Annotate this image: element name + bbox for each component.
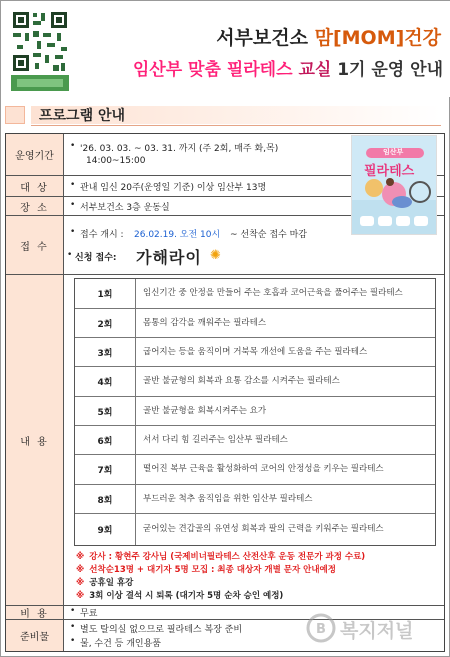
session-row: [75, 279, 435, 309]
fee-text: 무료: [80, 609, 98, 619]
session-table: [74, 278, 436, 546]
section-title: 프로그램 안내: [39, 108, 126, 124]
section-underline: [31, 125, 441, 126]
note-item: ※ 3회 이상 결석 시 퇴록 (대기자 5명 순차 승인 예정): [76, 591, 284, 601]
apply-channel-label: 신청 접수:: [75, 253, 117, 263]
apply-date: 26.02.19. 오전 10시: [134, 230, 221, 240]
org-name: 서부보건소: [216, 27, 308, 49]
poster-title-small: 임산부: [383, 148, 404, 156]
asterisk-icon: ※: [76, 552, 85, 562]
label-target: 대 상: [6, 176, 64, 196]
section-square-icon: [5, 106, 25, 124]
label-place: 장 소: [6, 197, 64, 215]
session-number: 4회: [75, 367, 136, 396]
note-item: ※ 공휴일 휴강: [76, 578, 134, 588]
value-content: [64, 275, 444, 605]
apply-prefix: 접수 개시 :: [80, 230, 124, 240]
period-time: 14:00~15:00: [86, 156, 146, 166]
note-item: ※ 강사 : 황현주 강사님 (국제비너필라테스 산전산후 운동 전문가 과정 수료): [76, 552, 366, 562]
watermark-text: 복지저널: [340, 620, 414, 642]
session-row: [75, 338, 435, 367]
session-description: 굳어있는 견갑골의 유연성 회복과 팔의 근력을 키워주는 필라테스: [143, 524, 384, 534]
asterisk-icon: ※: [76, 591, 85, 601]
svg-text:B: B: [316, 622, 326, 637]
label-apply: 접 수: [6, 216, 64, 274]
notes-list: [76, 551, 436, 603]
label-fee: 비 용: [6, 606, 64, 619]
label-period: 운영기간: [6, 134, 64, 175]
bullet-icon: •: [70, 141, 76, 151]
asterisk-icon: ※: [76, 578, 85, 588]
bullet-icon: •: [70, 622, 76, 632]
session-number: 1회: [75, 279, 136, 308]
apply-suffix: ~ 선착순 접수 마감: [230, 230, 307, 240]
subtitle-part1: 임산부 맞춤 필라테스: [132, 60, 293, 80]
session-row: [75, 367, 435, 397]
brand-name: 맘[MOM]건강: [314, 27, 441, 49]
row-content: [6, 275, 444, 606]
session-description: 서서 다리 힘 길러주는 임산부 필라테스: [143, 434, 288, 445]
session-number: 7회: [75, 455, 136, 484]
section-header: [5, 104, 445, 126]
target-text: 관내 임신 20주(운영일 기준) 이상 임산부 13명: [80, 183, 267, 193]
bullet-icon: •: [70, 636, 76, 646]
sun-logo-icon: ✺: [210, 248, 221, 263]
prep-line2: 물, 수건 등 개인용품: [80, 639, 161, 649]
apply-channel-logo[interactable]: 가해라이: [136, 248, 202, 267]
info-table: [5, 133, 445, 652]
session-number: 3회: [75, 338, 136, 366]
header: [1, 1, 450, 97]
session-description: 몸통의 감각을 깨워주는 필라테스: [143, 317, 267, 328]
bullet-icon: •: [70, 200, 76, 210]
session-number: 2회: [75, 309, 136, 337]
session-description: 굽어지는 등을 움직이며 거북목 개선에 도움을 주는 필라테스: [143, 346, 368, 357]
session-description: 부드러운 척추 움직임을 위한 임산부 필라테스: [143, 493, 313, 504]
subtitle-line: [97, 55, 443, 80]
note-item: ※ 선착순13명 + 대기자 5명 모집 : 최종 대상자 개별 문자 안내예정: [76, 565, 336, 575]
watermark-logo-icon: [306, 613, 336, 643]
session-number: 6회: [75, 426, 136, 454]
title-line: [1, 23, 441, 50]
session-row: [75, 426, 435, 455]
poster-image: [351, 135, 437, 235]
label-prep: 준비물: [6, 620, 64, 651]
watermark: [306, 612, 446, 644]
session-row: [75, 455, 435, 485]
session-number: 8회: [75, 485, 136, 513]
subtitle-part3: 1기 운영 안내: [337, 60, 443, 80]
session-row: [75, 309, 435, 338]
subtitle-part2: 교실: [298, 60, 332, 80]
session-number: 5회: [75, 397, 136, 425]
label-content: 내 용: [6, 275, 64, 605]
session-description: 떨어진 복부 근육을 활성화하여 코어의 안정성을 키우는 필라테스: [143, 464, 384, 474]
prep-line1: 별도 탈의실 없으므로 필라테스 복장 준비: [80, 625, 243, 635]
session-row: [75, 485, 435, 514]
session-description: 골반 불균형의 회복과 요통 감소를 시켜주는 필라테스: [143, 376, 340, 386]
bullet-icon: •: [67, 250, 73, 260]
place-text: 서부보건소 3층 운동실: [80, 203, 170, 213]
period-dates: '26. 03. 03. ~ 03. 31. 까지 (주 2회, 매주 화,목): [80, 144, 279, 154]
qr-code-icon[interactable]: [11, 9, 69, 91]
asterisk-icon: ※: [76, 565, 85, 575]
bullet-icon: •: [70, 180, 76, 190]
poster-title-big: 필라테스: [364, 164, 415, 179]
bullet-icon: •: [70, 227, 76, 237]
session-row: [75, 514, 435, 545]
bullet-icon: •: [70, 606, 76, 616]
session-number: 9회: [75, 514, 136, 545]
session-row: [75, 397, 435, 426]
session-description: 임신기간 중 안정을 만들어 주는 호흡과 코어근육을 풀어주는 필라테스: [143, 288, 403, 298]
session-description: 골반 불균형을 회복시켜주는 요가: [143, 405, 267, 416]
